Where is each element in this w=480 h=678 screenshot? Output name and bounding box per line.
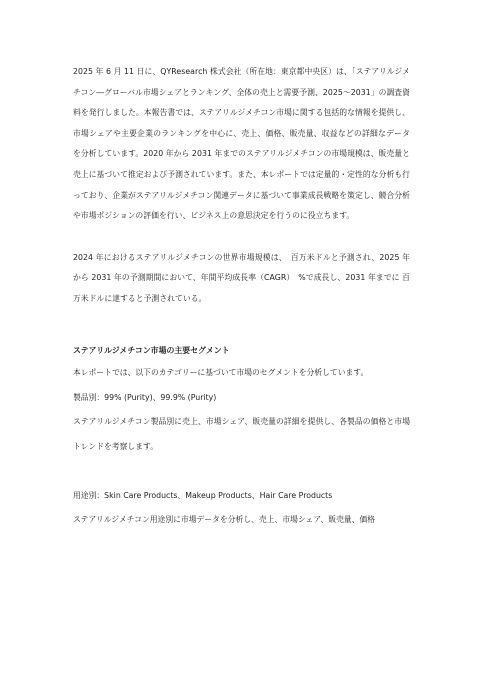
application-description: ステアリルジメチコン用途別に市場データを分析し、売上、市場シェア、販売量、価格 xyxy=(73,515,376,525)
product-description: ステアリルジメチコン製品別に売上、市場シェア、販売量の詳細を提供し、各製品の価格と市場トレンドを考察します。 xyxy=(73,417,410,451)
market-size-paragraph: 2024 年におけるステアリルジメチコンの世界市場規模は、 百万米ドルと予測され、2025 年から 2031 年の予測期間において、年間平均成長率（CAGR） %で成長し、2031 年までに 百万米ドルに達すると予測されている。 xyxy=(73,252,410,303)
segment-intro: 本レポートでは、以下のカテゴリーに基づいて市場のセグメントを分析しています。 xyxy=(73,368,369,378)
application-category-line: 用途別：Skin Care Products、Makeup Products、Hair Care Products xyxy=(73,490,333,500)
segment-heading: ステアリルジメチコン市場の主要セグメント xyxy=(73,345,230,355)
document-body xyxy=(73,62,410,533)
product-category-line: 製品別：99% (Purity)、99.9% (Purity) xyxy=(73,392,217,402)
intro-paragraph: 2025 年 6 月 11 日に、QYResearch 株式会社（所在地：東京都中央区）は、「ステアリルジメチコン―グローバル市場シェアとランキング、全体の売上と需要予測、2025～2031」の調査資料を発行しました。本報告書では、ステアリルジメチコン市場に関する包括的な情報を提供し、市場シェアや主要企業のランキングを中心に、売上、価格、販売量、収益などの詳細なデータを分析しています。2020 年から 2031 年までのステアリルジメチコンの市場規模は、販売量と売上に基づいて推定および予測されています。また、本レポートでは定量的・定性的な分析も行っており、企業がステアリルジメチコン関連データに基づいて事業成長戦略を策定し、競合分析や市場ポジションの評価を行い、ビジネス上の意思決定を行うのに役立ちます。 xyxy=(73,67,410,221)
